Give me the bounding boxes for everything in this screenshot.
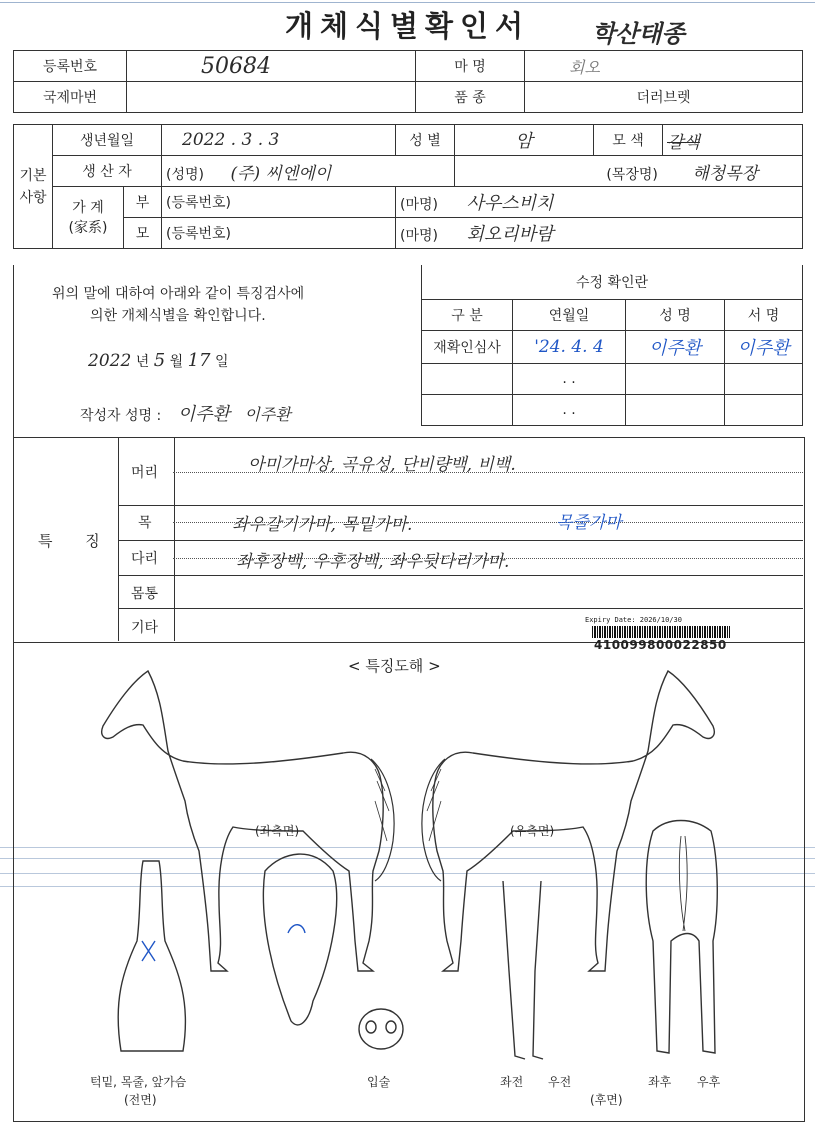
features-section-label: 특 징 <box>38 532 114 550</box>
sire-reg-label: (등록번호) <box>162 187 396 218</box>
revision-row1-date: '24. 4. 4 <box>534 337 604 357</box>
scan-line-top <box>0 2 815 3</box>
author-label: 작성자 성명 : <box>80 408 162 424</box>
revision-col-date: 연월일 <box>513 300 626 331</box>
author-name: 이주환 <box>177 404 230 425</box>
sire-name-label: (마명) <box>400 197 438 213</box>
dam-label: 모 <box>123 218 161 249</box>
horse-diagram <box>13 641 803 1121</box>
right-fore-label: 우전 <box>548 1075 572 1089</box>
breed-label: 품 종 <box>416 82 525 113</box>
revision-row1-sign: 이주환 <box>737 338 790 359</box>
horse-name-value: 회오 <box>569 57 600 77</box>
sex-value: 암 <box>515 131 533 152</box>
muzzle-label: 입술 <box>367 1075 391 1089</box>
left-hind-label: 좌후 <box>648 1075 672 1089</box>
legs-value: 좌후장백, 우후장백, 좌우뒷다리가마. <box>236 552 510 572</box>
revision-col-sign: 서 명 <box>725 300 803 331</box>
right-side-label: (우측면) <box>510 824 555 838</box>
legs-label: 다리 <box>131 551 159 567</box>
neck-label: 목 <box>138 515 152 531</box>
header-table <box>13 50 803 113</box>
divider <box>118 540 803 541</box>
author-seal: 이주환 <box>244 405 291 424</box>
author-row <box>80 400 291 426</box>
revision-row3-date: . . <box>513 395 626 426</box>
breed-value: 더러브렛 <box>525 82 803 113</box>
sire-name-value: 사우스비치 <box>466 193 554 214</box>
confirm-text-line2: 의한 개체식별을 확인합니다. <box>90 308 266 324</box>
left-fore-label: 좌전 <box>500 1075 524 1089</box>
horse-name-label: 마 명 <box>416 51 525 82</box>
sex-label: 성 별 <box>396 125 455 156</box>
other-label: 기타 <box>131 620 159 636</box>
rear-sub-label: (후면) <box>590 1093 623 1107</box>
revision-title: 수정 확인란 <box>422 265 803 300</box>
confirm-year: 2022 <box>88 351 132 371</box>
producer-label: 생 산 자 <box>53 156 162 187</box>
document-title: 개체식별확인서 <box>284 9 531 43</box>
month-label: 월 <box>169 354 184 370</box>
confirm-month: 5 <box>153 350 166 371</box>
revision-table <box>421 265 803 426</box>
confirm-day: 17 <box>187 350 211 371</box>
intl-no-value <box>127 82 416 113</box>
ranch-label: (목장명) <box>606 166 658 183</box>
divider <box>118 575 803 576</box>
lineage-label: 가 계 <box>72 199 104 216</box>
basic-section-label: 기본사항 <box>14 125 53 249</box>
divider <box>118 608 803 609</box>
front-label: 턱밑, 목줄, 앞가슴 <box>90 1075 187 1089</box>
front-legs <box>503 881 543 1059</box>
revision-col-name: 성 명 <box>626 300 725 331</box>
head-label: 머리 <box>131 465 159 481</box>
expiry-date: Expiry Date: 2026/10/30 <box>585 616 682 624</box>
revision-row1-name: 이주환 <box>648 338 702 359</box>
color-value: 갈색 <box>667 132 700 153</box>
ranch-value: 해청목장 <box>692 163 758 184</box>
reg-no-label: 등록번호 <box>14 51 127 82</box>
producer-name-label: (성명) <box>166 166 204 183</box>
year-label: 년 <box>135 354 150 370</box>
neck-value-blue: 목줄가마 <box>556 513 622 533</box>
basic-info-table <box>13 124 803 249</box>
left-side-label: (좌측면) <box>255 824 300 838</box>
day-label: 일 <box>214 354 229 370</box>
front-sub-label: (전면) <box>124 1093 157 1107</box>
revision-row1-type: 재확인심사 <box>422 331 513 364</box>
left-side-horse <box>102 671 383 971</box>
barcode-number: 410099800022850 <box>594 638 727 652</box>
barcode <box>592 626 730 638</box>
color-label: 모 색 <box>594 125 663 156</box>
confirm-date <box>88 350 228 371</box>
top-signature: 학산태종 <box>592 19 685 48</box>
lineage-sub: (家系) <box>68 219 108 236</box>
revision-col-type: 구 분 <box>422 300 513 331</box>
intl-no-label: 국제마번 <box>14 82 127 113</box>
neck-value: 좌우갈기가마, 목밑가마. <box>232 515 413 535</box>
birth-value: 2022 . 3 . 3 <box>182 130 280 150</box>
birth-label: 생년월일 <box>53 125 162 156</box>
reg-no-value: 50684 <box>201 53 271 79</box>
diagram-title: < 특징도해 > <box>348 657 441 675</box>
confirm-text-line1: 위의 말에 대하여 아래와 같이 특징검사에 <box>52 286 305 302</box>
sire-label: 부 <box>123 187 161 218</box>
head-value: 아미가마상, 곡유성, 단비량백, 비백. <box>248 455 516 475</box>
dam-name-value: 회오리바람 <box>466 224 554 245</box>
producer-name-value: (주) 씨엔에이 <box>230 163 332 184</box>
rear-view <box>646 821 717 1054</box>
head-front <box>263 854 336 1025</box>
divider <box>118 505 803 506</box>
body-label: 몸통 <box>131 586 159 602</box>
right-hind-label: 우후 <box>697 1075 721 1089</box>
dam-reg-label: (등록번호) <box>162 218 396 249</box>
revision-row2-date: . . <box>513 364 626 395</box>
dam-name-label: (마명) <box>400 228 438 244</box>
